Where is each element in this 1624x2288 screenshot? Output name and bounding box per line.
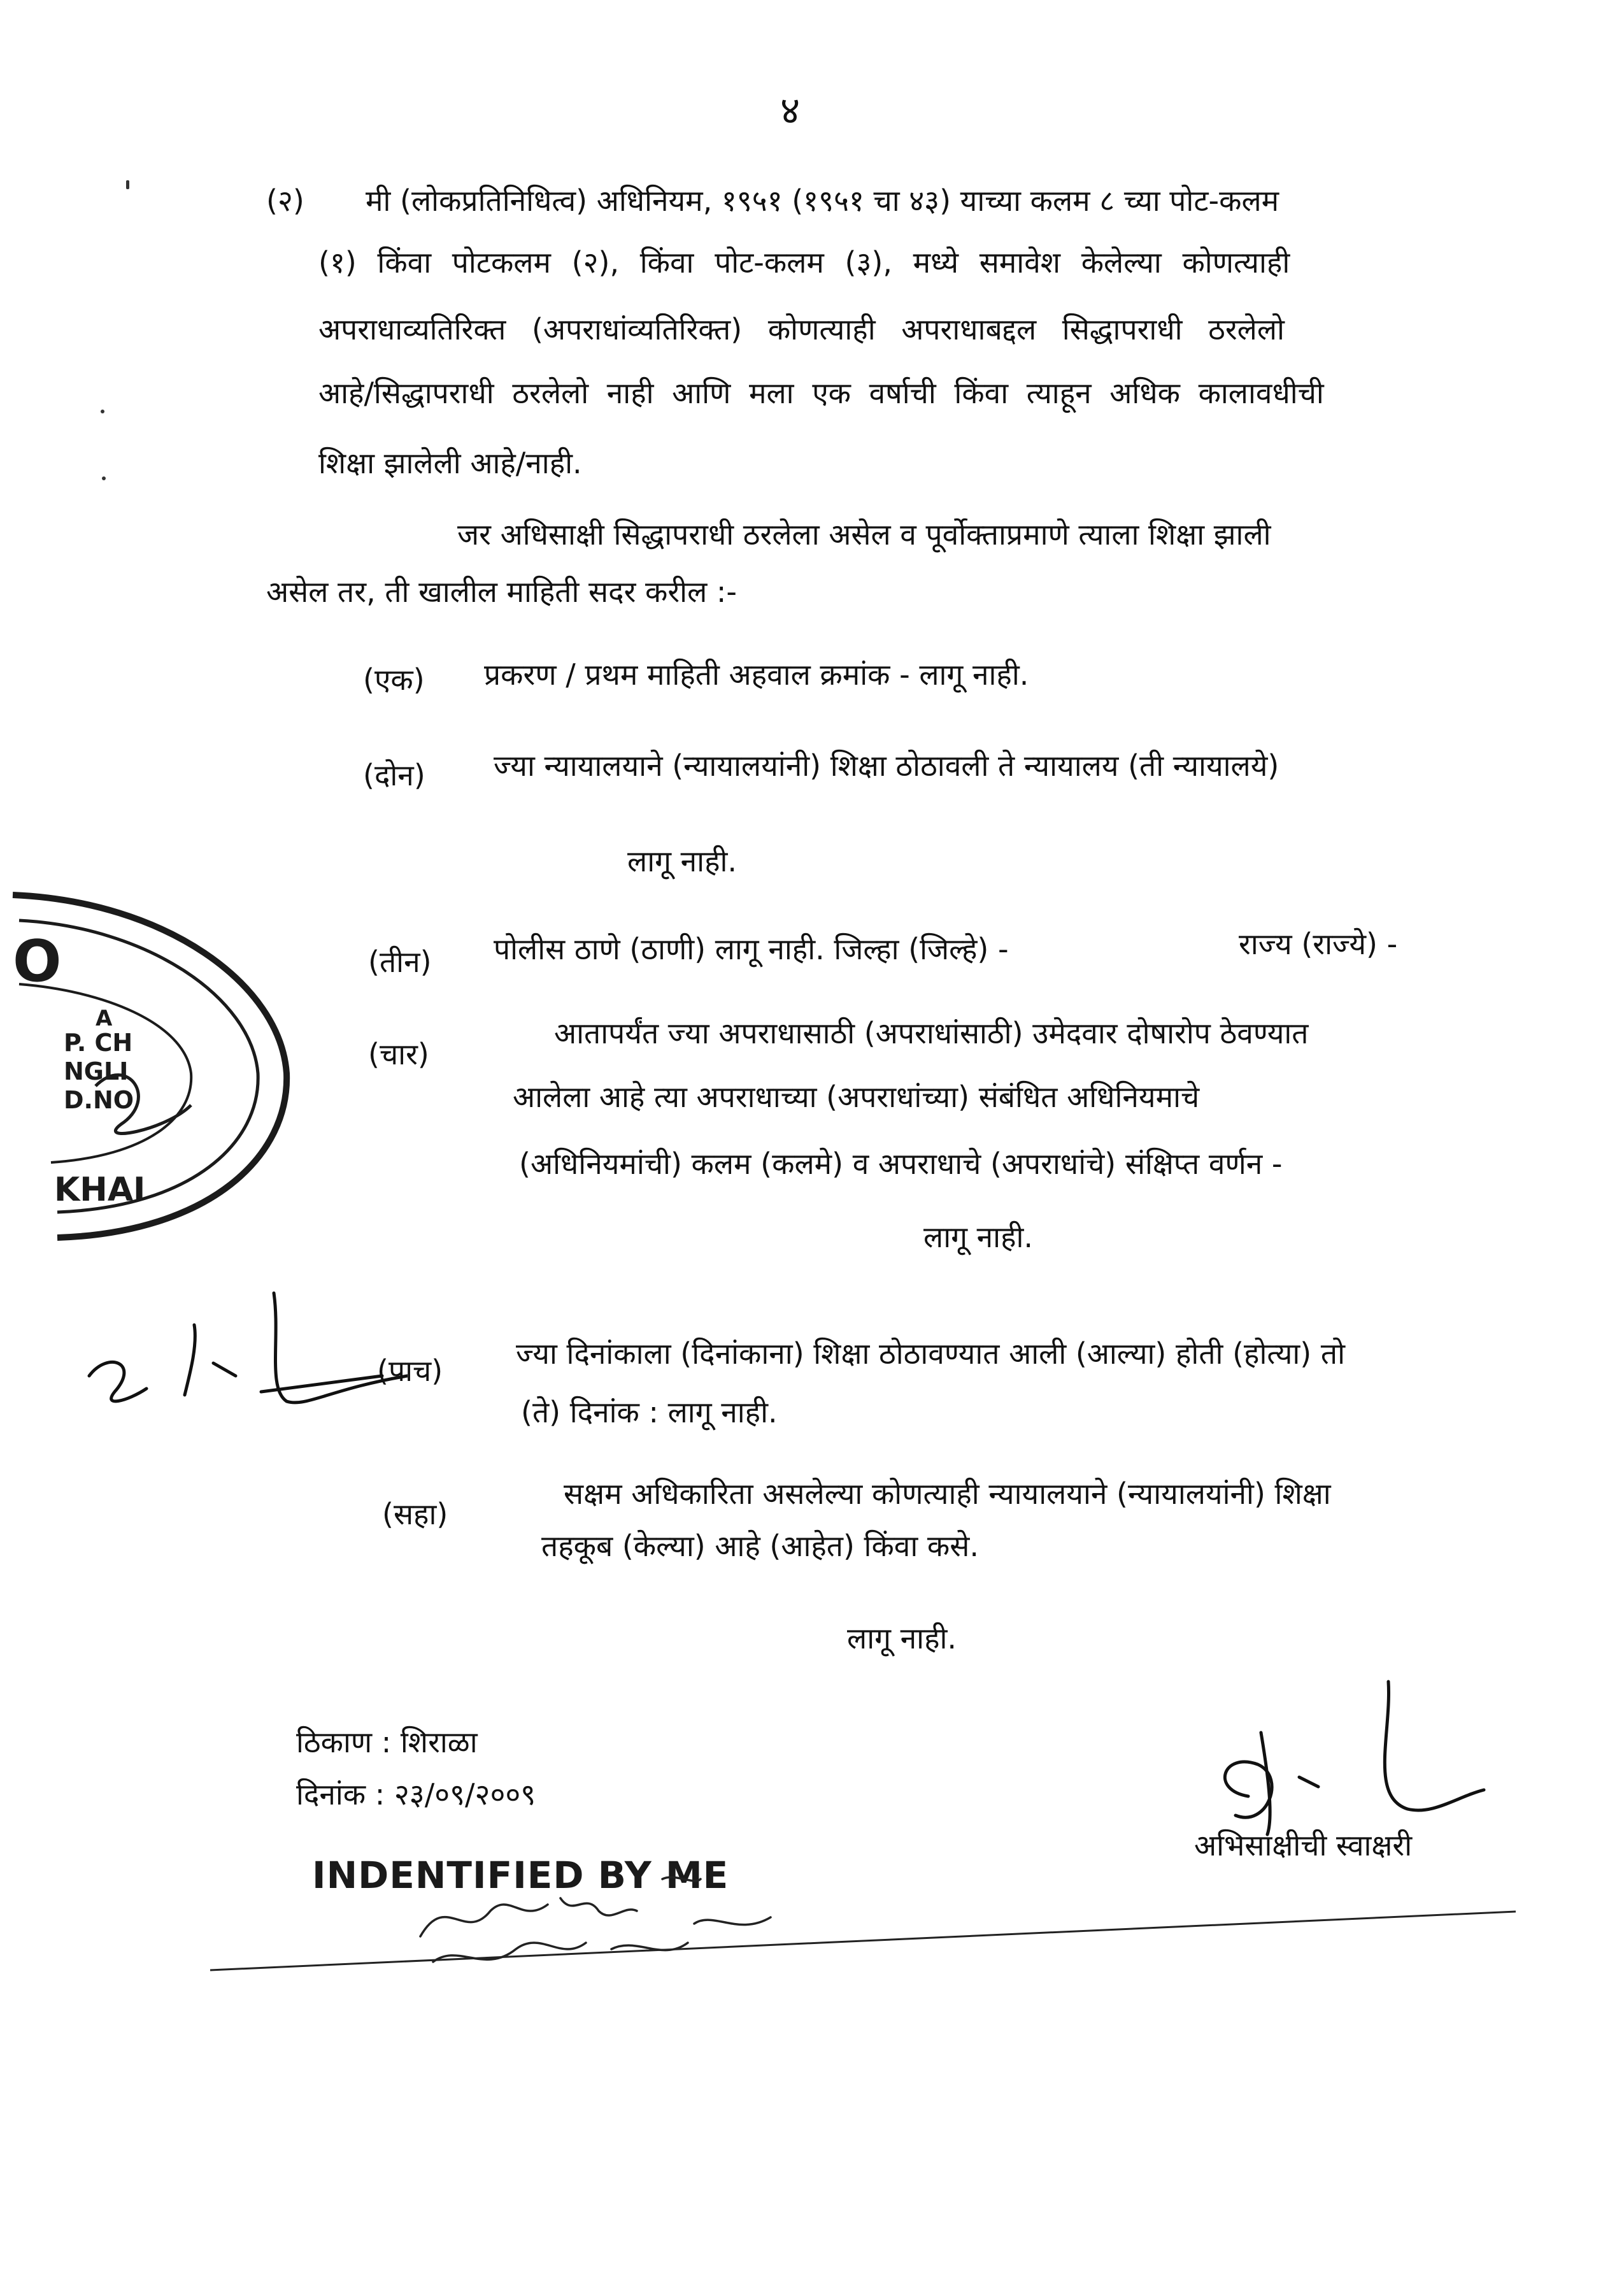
seal-text: O [13, 928, 62, 995]
notary-seal [0, 889, 306, 1245]
margin-mark [101, 410, 104, 413]
seal-text: A [96, 1006, 113, 1031]
seal-text: NGLI [64, 1057, 129, 1085]
para2-line: आहे/सिद्धापराधी ठरलेलो नाही आणि मला एक वर्षाची किंवा त्याहून अधिक कालावधीची [318, 376, 1324, 410]
item-don-marker: (दोन) [363, 758, 425, 792]
page-number: ४ [780, 89, 801, 133]
item-pach-marker: (पाच) [377, 1354, 443, 1388]
date: दिनांक : २३/०९/२००९ [296, 1777, 536, 1812]
item-char-answer: लागू नाही. [923, 1220, 1034, 1254]
item-teen-state: राज्य (राज्ये) - [1239, 927, 1398, 961]
item-teen-text: पोलीस ठाणे (ठाणी) लागू नाही. जिल्हा (जिल्हे) - [494, 932, 1009, 966]
item-ek-text: प्रकरण / प्रथम माहिती अहवाल क्रमांक - लागू नाही. [484, 657, 1029, 692]
item-char-line: (अधिनियमांची) कलम (कलमे) व अपराधाचे (अपराधांचे) संक्षिप्त वर्णन - [519, 1147, 1283, 1181]
signature-label: अभिसाक्षीची स्वाक्षरी [1194, 1828, 1413, 1863]
margin-mark [126, 180, 129, 189]
para2-line: मी (लोकप्रतिनिधित्व) अधिनियम, १९५१ (१९५१ चा ४३) याच्या कलम ८ च्या पोट-कलम [366, 183, 1279, 218]
item-ek-marker: (एक) [363, 662, 425, 697]
item-saha-marker: (सहा) [382, 1497, 448, 1531]
para2-marker: (२) [266, 183, 304, 218]
para2-line: (१) किंवा पोटकलम (२), किंवा पोट-कलम (३), मध्ये समावेश केलेल्या कोणत्याही [318, 245, 1290, 280]
item-don-answer: लागू नाही. [627, 844, 737, 878]
item-pach-line: (ते) दिनांक : लागू नाही. [521, 1395, 778, 1429]
item-saha-answer: लागू नाही. [847, 1621, 957, 1655]
place: ठिकाण : शिराळा [296, 1725, 478, 1759]
item-saha-line: सक्षम अधिकारिता असलेल्या कोणत्याही न्यायालयाने (न्यायालयांनी) शिक्षा [564, 1476, 1331, 1511]
item-char-marker: (चार) [368, 1037, 429, 1071]
signature-right [1197, 1669, 1490, 1841]
item-teen-marker: (तीन) [368, 945, 432, 979]
signature-left [76, 1280, 408, 1433]
intro-line: असेल तर, ती खालील माहिती सदर करील :- [266, 575, 737, 609]
para2-line: अपराधाव्यतिरिक्त (अपराधांव्यतिरिक्त) कोणत्याही अपराधाबद्दल सिद्धापराधी ठरलेलो [318, 312, 1285, 347]
item-char-line: आतापर्यंत ज्या अपराधासाठी (अपराधांसाठी) उमेदवार दोषारोप ठेवण्यात [554, 1016, 1309, 1050]
identified-stamp: INDENTIFIED BY ME [312, 1854, 729, 1897]
item-don-text: ज्या न्यायालयाने (न्यायालयांनी) शिक्षा ठोठावली ते न्यायालय (ती न्यायालये) [494, 748, 1279, 783]
item-pach-line: ज्या दिनांकाला (दिनांकाना) शिक्षा ठोठावण्यात आली (आल्या) होती (होत्या) तो [516, 1336, 1346, 1371]
item-char-line: आलेला आहे त्या अपराधाच्या (अपराधांच्या) संबंधित अधिनियमाचे [513, 1080, 1200, 1114]
seal-text: KHAI [54, 1171, 146, 1209]
identifier-scribble [395, 1866, 802, 1987]
seal-text: P. CH [64, 1029, 133, 1057]
para2-line: शिक्षा झालेली आहे/नाही. [318, 446, 582, 480]
seal-text: D.NO [64, 1086, 134, 1114]
margin-mark [102, 476, 106, 480]
item-saha-line: तहकूब (केल्या) आहे (आहेत) किंवा कसे. [541, 1529, 979, 1563]
intro-line: जर अधिसाक्षी सिद्धापराधी ठरलेला असेल व पूर्वोक्ताप्रमाणे त्याला शिक्षा झाली [457, 517, 1271, 552]
